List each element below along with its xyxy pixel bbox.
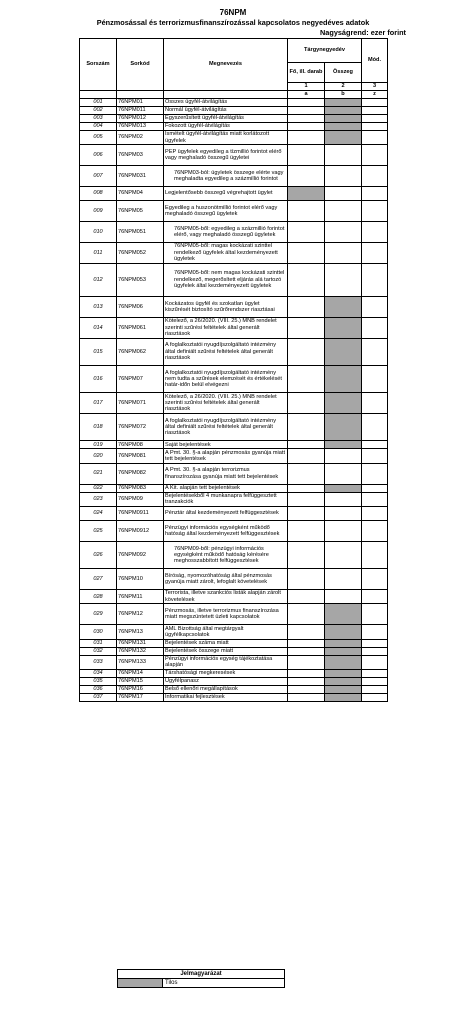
- cell-mod[interactable]: [362, 647, 388, 655]
- row-number: 014: [80, 318, 117, 339]
- row-number: 017: [80, 393, 117, 414]
- cell-fo-darab[interactable]: [288, 166, 325, 187]
- cell-osszeg: [325, 393, 362, 414]
- row-number: 020: [80, 449, 117, 463]
- cell-mod[interactable]: [362, 590, 388, 604]
- col-letter: z: [362, 91, 388, 99]
- row-number: 028: [80, 590, 117, 604]
- row-number: 011: [80, 242, 117, 263]
- cell-mod[interactable]: [362, 670, 388, 678]
- cell-fo-darab[interactable]: [288, 463, 325, 484]
- cell-fo-darab[interactable]: [288, 686, 325, 694]
- cell-mod[interactable]: [362, 115, 388, 123]
- row-label: A Pmt. 30. §-a alapján pénzmosás gyanúja miatt tett bejelentések: [164, 449, 288, 463]
- row-label: PEP ügyfelek egyedileg a tízmillió forintot elérő vagy meghaladó összegű ügyletei: [164, 145, 288, 166]
- row-number: 006: [80, 145, 117, 166]
- cell-fo-darab[interactable]: [288, 107, 325, 115]
- row-code: 76NPM13: [117, 625, 164, 639]
- cell-fo-darab[interactable]: [288, 647, 325, 655]
- row-label: Egyszerűsített ügyfél-átvilágítás: [164, 115, 288, 123]
- cell-fo-darab[interactable]: [288, 222, 325, 243]
- row-number: 015: [80, 338, 117, 365]
- row-number: 036: [80, 686, 117, 694]
- table-row: [80, 655, 388, 669]
- cell-mod[interactable]: [362, 338, 388, 365]
- cell-osszeg: [325, 678, 362, 686]
- table-row: [80, 639, 388, 647]
- cell-fo-darab[interactable]: [288, 625, 325, 639]
- row-code: 76NPM0911: [117, 506, 164, 520]
- cell-fo-darab[interactable]: [288, 338, 325, 365]
- cell-mod[interactable]: [362, 686, 388, 694]
- row-number: 035: [80, 678, 117, 686]
- row-code: 76NPM062: [117, 338, 164, 365]
- row-code: 76NPM14: [117, 670, 164, 678]
- row-label: Normál ügyfél-átvilágítás: [164, 107, 288, 115]
- table-row: [80, 449, 388, 463]
- table-row: [80, 123, 388, 131]
- row-code: 76NPM07: [117, 366, 164, 393]
- cell-fo-darab[interactable]: [288, 99, 325, 107]
- table-row: [80, 441, 388, 449]
- cell-fo-darab[interactable]: [288, 655, 325, 669]
- cell-fo-darab[interactable]: [288, 318, 325, 339]
- row-label: Pénztár által kezdeményezett felfüggesztések: [164, 506, 288, 520]
- row-number: 007: [80, 166, 117, 187]
- legend-label: Tilos: [163, 979, 285, 988]
- cell-mod[interactable]: [362, 201, 388, 222]
- table-row: [80, 694, 388, 702]
- row-code: 76NPM05: [117, 201, 164, 222]
- cell-mod[interactable]: [362, 393, 388, 414]
- row-number: 022: [80, 484, 117, 492]
- row-code: 76NPM04: [117, 186, 164, 200]
- row-number: 016: [80, 366, 117, 393]
- table-row: [80, 201, 388, 222]
- row-number: 023: [80, 492, 117, 506]
- row-label: Pénzügyi információs egység tájékoztatása alapján: [164, 655, 288, 669]
- table-row: [80, 131, 388, 145]
- cell-fo-darab[interactable]: [288, 590, 325, 604]
- cell-mod[interactable]: [362, 318, 388, 339]
- cell-osszeg[interactable]: [325, 145, 362, 166]
- cell-osszeg: [325, 107, 362, 115]
- row-number: 001: [80, 99, 117, 107]
- table-row: [80, 678, 388, 686]
- cell-fo-darab[interactable]: [288, 297, 325, 318]
- cell-mod[interactable]: [362, 542, 388, 569]
- row-number: 037: [80, 694, 117, 702]
- cell-osszeg[interactable]: [325, 521, 362, 542]
- table-row: [80, 393, 388, 414]
- row-label: Bejelentésekből 4 munkanapra felfüggesztett tranzakciók: [164, 492, 288, 506]
- cell-osszeg[interactable]: [325, 201, 362, 222]
- cell-osszeg[interactable]: [325, 463, 362, 484]
- row-label: Pénzügyi információs egységként működő hatóság által kezdeményezett felfüggesztések: [164, 521, 288, 542]
- cell-mod[interactable]: [362, 639, 388, 647]
- table-row: [80, 686, 388, 694]
- table-row: [80, 604, 388, 625]
- cell-osszeg: [325, 131, 362, 145]
- table-row: [80, 521, 388, 542]
- cell-osszeg: [325, 686, 362, 694]
- cell-osszeg: [325, 647, 362, 655]
- cell-fo-darab[interactable]: [288, 694, 325, 702]
- col-letter: a: [288, 91, 325, 99]
- cell-osszeg[interactable]: [325, 506, 362, 520]
- table-row: [80, 99, 388, 107]
- cell-osszeg[interactable]: [325, 492, 362, 506]
- row-label: A foglalkoztatói nyugdíjszolgáltató intézmény nem tudta a szűrések elemzését és értékelését határ-időn belül elvégezni: [164, 366, 288, 393]
- cell-mod[interactable]: [362, 166, 388, 187]
- row-code: 76NPM051: [117, 222, 164, 243]
- header-sorkod: Sorkód: [117, 39, 164, 91]
- cell-fo-darab[interactable]: [288, 242, 325, 263]
- cell-fo-darab[interactable]: [288, 670, 325, 678]
- row-label: 76NPM09-ből: pénzügyi információs egységként működő hatóság kérésére meghosszabbított felfüggesztések: [164, 542, 288, 569]
- legend-title: Jelmagyarázat: [118, 970, 285, 979]
- cell-osszeg: [325, 604, 362, 625]
- row-code: 76NPM071: [117, 393, 164, 414]
- row-number: 026: [80, 542, 117, 569]
- header-mod: Mód.: [362, 39, 388, 83]
- row-code: 76NPM061: [117, 318, 164, 339]
- cell-mod[interactable]: [362, 297, 388, 318]
- row-label: Bíróság, nyomozóhatóság által pénzmosás gyanúja miatt zárolt, lefoglalt követelések: [164, 569, 288, 590]
- row-label: Társhatósági megkeresések: [164, 670, 288, 678]
- table-row: [80, 647, 388, 655]
- cell-osszeg[interactable]: [325, 186, 362, 200]
- cell-osszeg: [325, 441, 362, 449]
- row-number: 032: [80, 647, 117, 655]
- table-row: [80, 107, 388, 115]
- cell-mod[interactable]: [362, 107, 388, 115]
- row-number: 013: [80, 297, 117, 318]
- cell-mod[interactable]: [362, 366, 388, 393]
- table-row: [80, 115, 388, 123]
- cell-mod[interactable]: [362, 222, 388, 243]
- row-code: 76NPM09: [117, 492, 164, 506]
- header-targynegyedev: Tárgynegyedév: [288, 39, 362, 63]
- cell-fo-darab[interactable]: [288, 521, 325, 542]
- row-number: 030: [80, 625, 117, 639]
- row-label: A Pmt. 30. §-a alapján terrorizmus finanszírozása gyanúja miatt tett bejelentések: [164, 463, 288, 484]
- cell-mod[interactable]: [362, 449, 388, 463]
- row-label: A foglalkoztatói nyugdíjszolgáltató intézmény által definiált szűrési feltételek által generált riasztások: [164, 414, 288, 441]
- row-label: Kockázatos ügyfél és szokatlan ügylet kiszűrését biztosító szűrőrendszer riasztásai: [164, 297, 288, 318]
- row-label: Informatikai fejlesztések: [164, 694, 288, 702]
- cell-mod[interactable]: [362, 145, 388, 166]
- cell-mod[interactable]: [362, 414, 388, 441]
- cell-osszeg: [325, 484, 362, 492]
- cell-osszeg: [325, 655, 362, 669]
- row-code: 76NPM10: [117, 569, 164, 590]
- row-code: 76NPM01: [117, 99, 164, 107]
- cell-fo-darab[interactable]: [288, 131, 325, 145]
- row-code: 76NPM133: [117, 655, 164, 669]
- cell-fo-darab[interactable]: [288, 604, 325, 625]
- row-number: 019: [80, 441, 117, 449]
- row-label: Ügyfélpanasz: [164, 678, 288, 686]
- cell-osszeg[interactable]: [325, 590, 362, 604]
- row-label: Pénzmosás, illetve terrorizmus finanszírozása miatt megszüntetett üzleti kapcsolatok: [164, 604, 288, 625]
- table-row: [80, 297, 388, 318]
- cell-osszeg: [325, 694, 362, 702]
- row-code: 76NPM06: [117, 297, 164, 318]
- row-code: 76NPM17: [117, 694, 164, 702]
- row-number: 008: [80, 186, 117, 200]
- cell-fo-darab[interactable]: [288, 414, 325, 441]
- cell-osszeg[interactable]: [325, 542, 362, 569]
- row-label: 76NPM05-ből: egyedileg a százmillió forintot elérő, vagy meghaladó összegű ügyletek: [164, 222, 288, 243]
- cell-osszeg[interactable]: [325, 222, 362, 243]
- row-number: 009: [80, 201, 117, 222]
- cell-mod[interactable]: [362, 604, 388, 625]
- row-label: Kötelező, a 26/2020. (VIII. 25.) MNB rendelet szerinti szűrési feltételek által generált riasztások: [164, 393, 288, 414]
- row-code: 76NPM031: [117, 166, 164, 187]
- row-number: 021: [80, 463, 117, 484]
- cell-mod[interactable]: [362, 678, 388, 686]
- row-number: 033: [80, 655, 117, 669]
- cell-mod[interactable]: [362, 694, 388, 702]
- row-code: 76NPM11: [117, 590, 164, 604]
- row-number: 029: [80, 604, 117, 625]
- row-code: 76NPM02: [117, 131, 164, 145]
- row-label: Ismételt ügyfél-átvilágítás miatt korlátozott ügyfelek: [164, 131, 288, 145]
- cell-osszeg: [325, 639, 362, 647]
- row-label: Fokozott ügyfél-átvilágítás: [164, 123, 288, 131]
- cell-osszeg[interactable]: [325, 166, 362, 187]
- cell-fo-darab[interactable]: [288, 263, 325, 297]
- row-label: 76NPM05-ből: nem magas kockázati szinttel rendelkező, megerősített eljárás alá tartozó ügyfelek által kezdeményezett ügyletek: [164, 263, 288, 297]
- cell-fo-darab[interactable]: [288, 569, 325, 590]
- cell-fo-darab[interactable]: [288, 449, 325, 463]
- cell-mod[interactable]: [362, 625, 388, 639]
- row-label: A Kit. alapján tett bejelentések: [164, 484, 288, 492]
- row-code: 76NPM15: [117, 678, 164, 686]
- row-code: 76NPM082: [117, 463, 164, 484]
- cell-mod[interactable]: [362, 186, 388, 200]
- row-code: 76NPM092: [117, 542, 164, 569]
- row-code: 76NPM12: [117, 604, 164, 625]
- table-row: [80, 263, 388, 297]
- cell-mod[interactable]: [362, 123, 388, 131]
- row-code: 76NPM08: [117, 441, 164, 449]
- row-label: A foglalkoztatói nyugdíjszolgáltató intézmény által definiált szűrési feltételek által generált riasztások: [164, 338, 288, 365]
- cell-osszeg[interactable]: [325, 242, 362, 263]
- cell-osszeg[interactable]: [325, 569, 362, 590]
- row-label: Belső ellenőri megállapítások: [164, 686, 288, 694]
- row-number: 004: [80, 123, 117, 131]
- cell-mod[interactable]: [362, 99, 388, 107]
- cell-osszeg: [325, 123, 362, 131]
- table-row: [80, 222, 388, 243]
- row-code: 76NPM011: [117, 107, 164, 115]
- cell-mod[interactable]: [362, 242, 388, 263]
- cell-osszeg: [325, 115, 362, 123]
- row-code: 76NPM013: [117, 123, 164, 131]
- header-fo-darab: Fő, ill. darab: [288, 63, 325, 83]
- row-code: 76NPM012: [117, 115, 164, 123]
- cell-mod[interactable]: [362, 521, 388, 542]
- row-label: Kötelező, a 26/2020. (VIII. 25.) MNB rendelet szerinti szűrési feltételek által generált riasztások: [164, 318, 288, 339]
- row-number: 003: [80, 115, 117, 123]
- cell-osszeg: [325, 625, 362, 639]
- table-row: [80, 492, 388, 506]
- table-row: [80, 542, 388, 569]
- cell-fo-darab[interactable]: [288, 639, 325, 647]
- table-row: [80, 590, 388, 604]
- form-code: 76NPM: [219, 8, 247, 17]
- col-number: 1: [288, 83, 325, 91]
- cell-osszeg: [325, 414, 362, 441]
- cell-fo-darab[interactable]: [288, 201, 325, 222]
- row-label: AML Bizottság által megtárgyalt ügyfélkapcsolatok: [164, 625, 288, 639]
- row-number: 024: [80, 506, 117, 520]
- row-code: 76NPM131: [117, 639, 164, 647]
- cell-mod[interactable]: [362, 463, 388, 484]
- cell-mod[interactable]: [362, 484, 388, 492]
- unit-note: Nagyságrend: ezer forint: [320, 28, 406, 37]
- header-megnevezes: Megnevezés: [164, 39, 288, 91]
- table-row: [80, 318, 388, 339]
- cell-fo-darab[interactable]: [288, 393, 325, 414]
- cell-fo-darab[interactable]: [288, 484, 325, 492]
- cell-fo-darab[interactable]: [288, 492, 325, 506]
- page-title: Pénzmosással és terrorizmusfinanszírozással kapcsolatos negyedéves adatok: [96, 18, 370, 27]
- data-table: [79, 38, 388, 702]
- table-row: [80, 414, 388, 441]
- row-label: Egyedileg a huszonötmillió forintot elérő vagy meghaladó összegű ügyletek: [164, 201, 288, 222]
- cell-fo-darab[interactable]: [288, 542, 325, 569]
- table-row: [80, 145, 388, 166]
- col-number: 3: [362, 83, 388, 91]
- cell-fo-darab[interactable]: [288, 441, 325, 449]
- row-label: Terrorista, illetve szankciós listák alapján zárolt követelések: [164, 590, 288, 604]
- row-number: 005: [80, 131, 117, 145]
- row-code: 76NPM0912: [117, 521, 164, 542]
- cell-mod[interactable]: [362, 569, 388, 590]
- row-code: 76NPM083: [117, 484, 164, 492]
- table-row: [80, 242, 388, 263]
- row-code: 76NPM16: [117, 686, 164, 694]
- row-number: 002: [80, 107, 117, 115]
- table-row: [80, 463, 388, 484]
- table-row: [80, 625, 388, 639]
- cell-mod[interactable]: [362, 441, 388, 449]
- cell-osszeg: [325, 297, 362, 318]
- row-number: 027: [80, 569, 117, 590]
- cell-osszeg: [325, 318, 362, 339]
- table-row: [80, 506, 388, 520]
- table-row: [80, 338, 388, 365]
- cell-fo-darab[interactable]: [288, 115, 325, 123]
- cell-osszeg[interactable]: [325, 449, 362, 463]
- row-number: 012: [80, 263, 117, 297]
- cell-fo-darab[interactable]: [288, 506, 325, 520]
- row-number: 010: [80, 222, 117, 243]
- table-row: [80, 670, 388, 678]
- row-number: 025: [80, 521, 117, 542]
- row-number: 018: [80, 414, 117, 441]
- cell-osszeg: [325, 670, 362, 678]
- header-sorszam: Sorszám: [80, 39, 117, 91]
- cell-mod[interactable]: [362, 263, 388, 297]
- cell-mod[interactable]: [362, 131, 388, 145]
- row-number: 031: [80, 639, 117, 647]
- row-label: Saját bejelentések: [164, 441, 288, 449]
- row-label: Bejelentések száma miatt: [164, 639, 288, 647]
- cell-osszeg[interactable]: [325, 263, 362, 297]
- row-code: 76NPM053: [117, 263, 164, 297]
- row-label: 76NPM05-ből: magas kockázati szinttel rendelkező ügyfelek által kezdeményezett ügyletek: [164, 242, 288, 263]
- row-label: 76NPM03-ból: ügyletek összege elérte vagy meghaladta egyedileg a százmillió forintot: [164, 166, 288, 187]
- table-row: [80, 569, 388, 590]
- row-label: Bejelentések összege miatt: [164, 647, 288, 655]
- cell-mod[interactable]: [362, 506, 388, 520]
- cell-fo-darab[interactable]: [288, 123, 325, 131]
- cell-fo-darab[interactable]: [288, 145, 325, 166]
- col-letter: b: [325, 91, 362, 99]
- legend: [117, 969, 285, 988]
- row-label: Összes ügyfél-átvilágítás: [164, 99, 288, 107]
- cell-osszeg: [325, 338, 362, 365]
- cell-fo-darab[interactable]: [288, 678, 325, 686]
- header-osszeg: Összeg: [325, 63, 362, 83]
- table-row: [80, 186, 388, 200]
- legend-swatch: [118, 979, 163, 988]
- col-number: 2: [325, 83, 362, 91]
- row-code: 76NPM081: [117, 449, 164, 463]
- row-number: 034: [80, 670, 117, 678]
- cell-fo-darab[interactable]: [288, 366, 325, 393]
- row-label: Legjelentősebb összegű végrehajtott ügylet: [164, 186, 288, 200]
- cell-fo-darab: [288, 186, 325, 200]
- cell-mod[interactable]: [362, 492, 388, 506]
- cell-osszeg: [325, 99, 362, 107]
- row-code: 76NPM03: [117, 145, 164, 166]
- row-code: 76NPM132: [117, 647, 164, 655]
- table-row: [80, 166, 388, 187]
- cell-mod[interactable]: [362, 655, 388, 669]
- row-code: 76NPM072: [117, 414, 164, 441]
- table-row: [80, 366, 388, 393]
- table-row: [80, 484, 388, 492]
- row-code: 76NPM052: [117, 242, 164, 263]
- cell-osszeg: [325, 366, 362, 393]
